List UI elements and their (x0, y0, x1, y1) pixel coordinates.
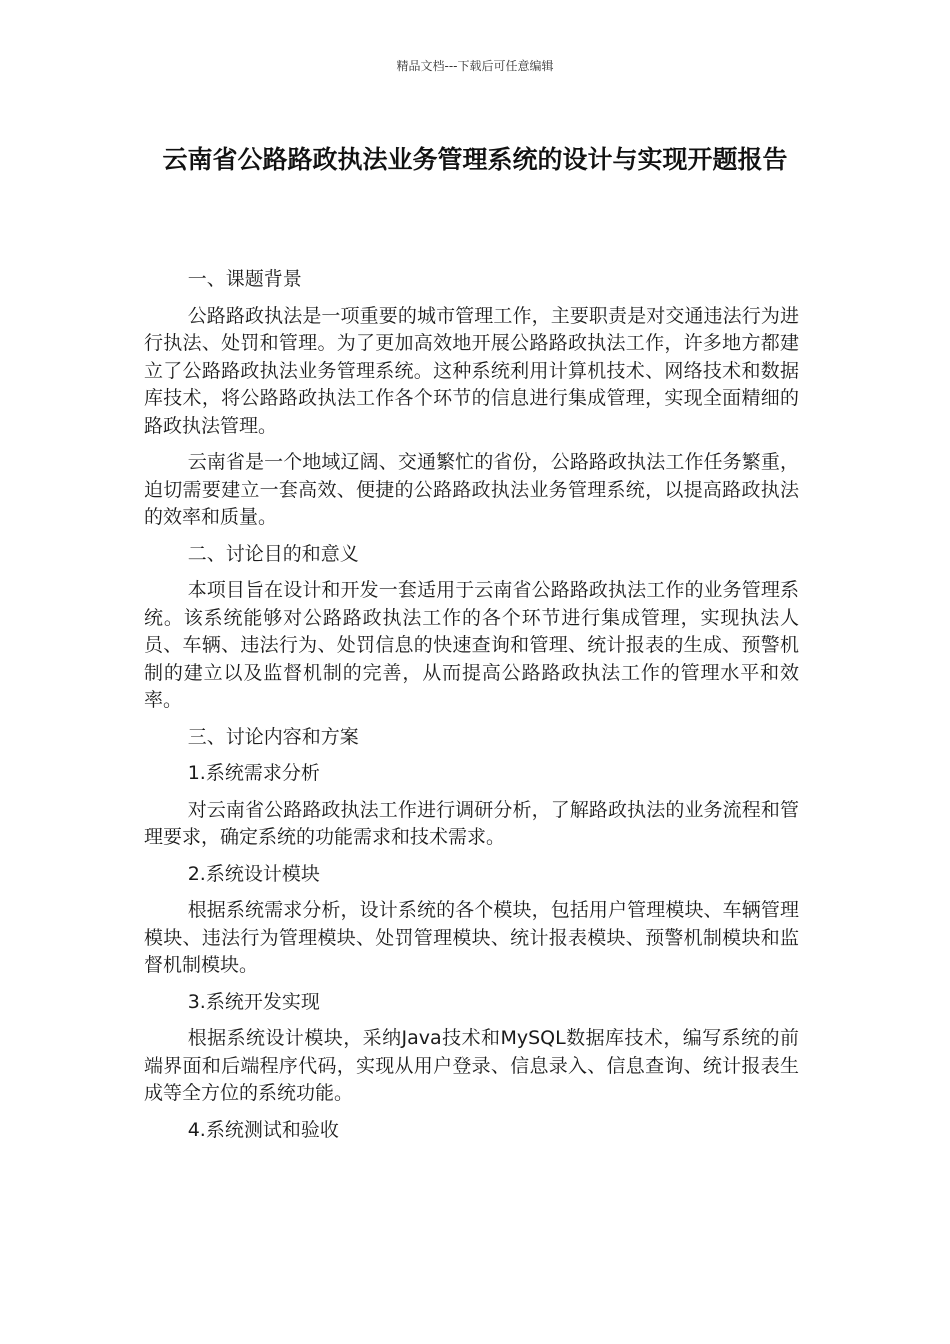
subheading-testing: 4.系统测试和验收 (187, 1118, 339, 1141)
paragraph: 公路路政执法是一项重要的城市管理工作，主要职责是对交通违法行为进行执法、处罚和管理。为了更加高效地开展公路路政执法工作，许多地方都建立了公路路政执法业务管理系统。这种系统利用计算机技术、网络技术和数据库技术，将公路路政执法工作各个环节的信息进行集成管理，实现全面精细的路政执法管理。 (144, 304, 799, 437)
paragraph: 对云南省公路路政执法工作进行调研分析，了解路政执法的业务流程和管理要求，确定系统的功能需求和技术需求。 (144, 798, 799, 848)
subheading-design: 2.系统设计模块 (187, 862, 320, 885)
subheading-requirements: 1.系统需求分析 (187, 762, 320, 784)
section-heading-purpose: 二、讨论目的和意义 (187, 542, 359, 565)
document-body (144, 266, 799, 1153)
header-note: 精品文档---下载后可任意编辑 (396, 59, 554, 73)
paragraph: 根据系统设计模块，采纳Java技术和MySQL数据库技术，编写系统的前端界面和后端程序代码，实现从用户登录、信息录入、信息查询、统计报表生成等全方位的系统功能。 (144, 1027, 799, 1104)
document-title: 云南省公路路政执法业务管理系统的设计与实现开题报告 (162, 145, 788, 174)
subheading-development: 3.系统开发实现 (187, 990, 320, 1013)
section-heading-background: 一、课题背景 (187, 268, 302, 290)
paragraph: 根据系统需求分析，设计系统的各个模块，包括用户管理模块、车辆管理模块、违法行为管理模块、处罚管理模块、统计报表模块、预警机制模块和监督机制模块。 (144, 899, 799, 976)
paragraph: 云南省是一个地域辽阔、交通繁忙的省份，公路路政执法工作任务繁重，迫切需要建立一套高效、便捷的公路路政执法业务管理系统，以提高路政执法的效率和质量。 (144, 451, 799, 528)
paragraph: 本项目旨在设计和开发一套适用于云南省公路路政执法工作的业务管理系统。该系统能够对公路路政执法工作的各个环节进行集成管理，实现执法人员、车辆、违法行为、处罚信息的快速查询和管理、统计报表的生成、预警机制的建立以及监督机制的完善，从而提高公路路政执法工作的管理水平和效率。 (144, 579, 799, 711)
section-heading-content: 三、讨论内容和方案 (187, 725, 359, 748)
